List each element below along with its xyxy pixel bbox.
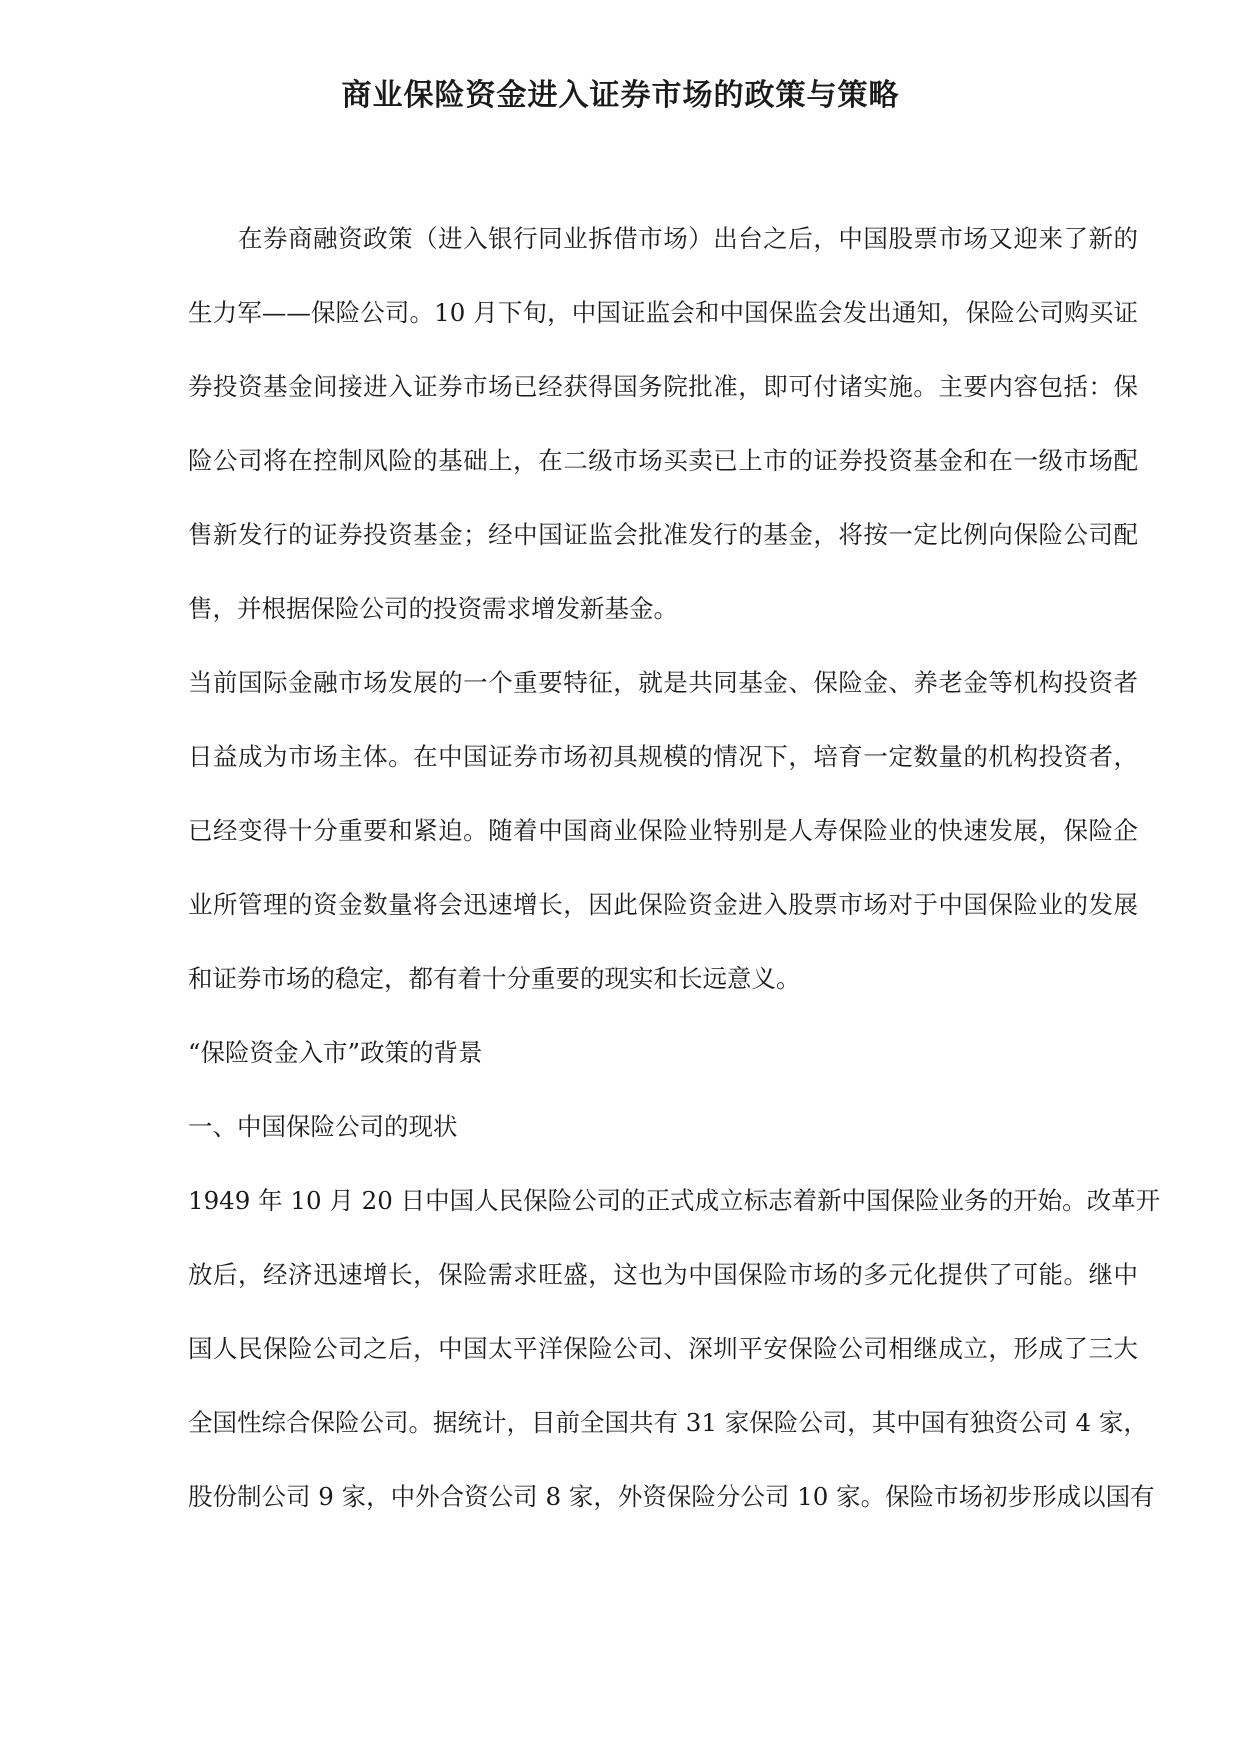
- text-line: 日益成为市场主体。在中国证券市场初具规模的情况下，培育一定数量的机构投资者，: [188, 742, 1138, 771]
- text-line: 股份制公司 9 家，中外合资公司 8 家，外资保险分公司 10 家。保险市场初步形成以国有: [188, 1482, 1155, 1511]
- text-line: 在券商融资政策（进入银行同业拆借市场）出台之后，中国股票市场又迎来了新的: [238, 224, 1138, 253]
- text-line: 和证券市场的稳定，都有着十分重要的现实和长远意义。: [188, 964, 801, 993]
- text-line: 国人民保险公司之后，中国太平洋保险公司、深圳平安保险公司相继成立，形成了三大: [188, 1334, 1138, 1363]
- text-line: 当前国际金融市场发展的一个重要特征，就是共同基金、保险金、养老金等机构投资者: [188, 668, 1138, 697]
- text-line: 险公司将在控制风险的基础上，在二级市场买卖已上市的证券投资基金和在一级市场配: [188, 446, 1138, 475]
- text-line: 券投资基金间接进入证券市场已经获得国务院批准，即可付诸实施。主要内容包括：保: [188, 372, 1138, 401]
- text-line: “保险资金入市”政策的背景: [188, 1038, 483, 1067]
- text-line: 业所管理的资金数量将会迅速增长，因此保险资金进入股票市场对于中国保险业的发展: [188, 890, 1138, 919]
- text-line: 已经变得十分重要和紧迫。随着中国商业保险业特别是人寿保险业的快速发展，保险企: [188, 816, 1138, 845]
- document-body: [188, 219, 1161, 1551]
- text-line: 1949 年 10 月 20 日中国人民保险公司的正式成立标志着新中国保险业务的开始。改革开: [188, 1186, 1161, 1215]
- text-line: 售新发行的证券投资基金；经中国证监会批准发行的基金，将按一定比例向保险公司配: [188, 520, 1138, 549]
- document-title: 商业保险资金进入证券市场的政策与策略: [341, 78, 900, 113]
- text-line: 全国性综合保险公司。据统计，目前全国共有 31 家保险公司，其中国有独资公司 4 家，: [188, 1408, 1148, 1437]
- text-line: 售，并根据保险公司的投资需求增发新基金。: [188, 594, 678, 623]
- text-line: 放后，经济迅速增长，保险需求旺盛，这也为中国保险市场的多元化提供了可能。继中: [188, 1260, 1138, 1289]
- text-line: 生力军——保险公司。10 月下旬，中国证监会和中国保监会发出通知，保险公司购买证: [188, 298, 1138, 327]
- text-line: 一、中国保险公司的现状: [188, 1112, 458, 1141]
